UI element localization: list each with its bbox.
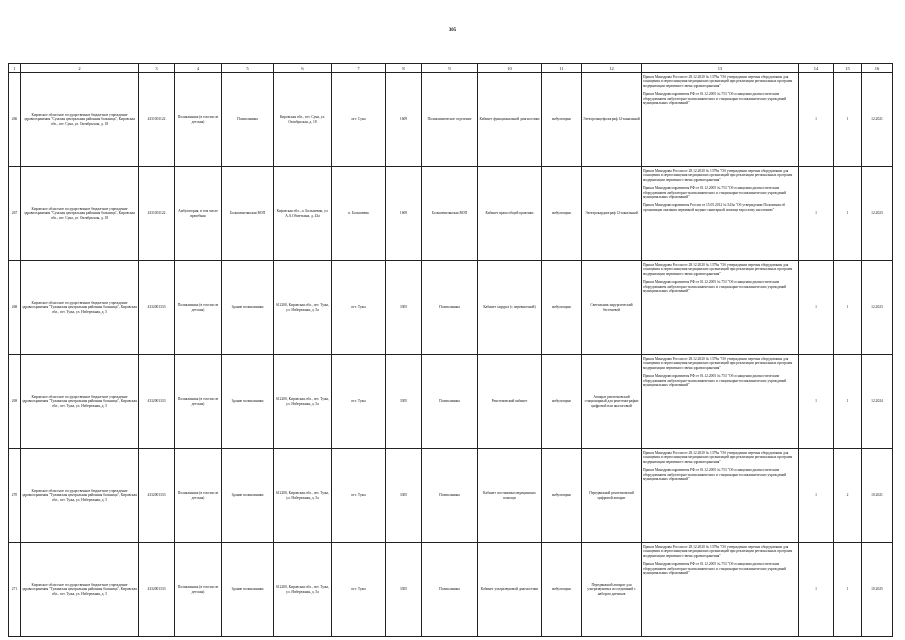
count-cell: 1 [834,355,862,449]
row-number: 270 [9,449,21,543]
code-cell: 3305 [386,355,422,449]
column-header: 3 [139,64,175,73]
date-cell: 10.2025 [862,543,893,637]
inn-cell: 4331001122 [139,73,175,167]
room-cell: Кабинет постановки медицинских помощи [478,449,542,543]
quantity-cell: 1 [799,167,834,261]
table-row [9,355,893,449]
organization-cell: Кировское областное государственное бюджетное учреждение здравоохранения "Тужинская центральная районная больница", Кировская обл., пгт. Тужа, ул. Набережная, д. 5 [21,543,139,637]
equipment-cell: Аппарат рентгеновский стационарный для рентгенографии цифровой или аналоговый [582,355,642,449]
page-number: 305 [448,28,457,33]
column-header: 5 [222,64,274,73]
column-header: 4 [175,64,222,73]
inn-cell: 4332001333 [139,543,175,637]
code-cell: 3305 [386,449,422,543]
quantity-cell: 1 [799,449,834,543]
organization-cell: Кировское областное государственное бюджетное учреждение здравоохранения "Тужинская центральная районная больница", Кировская обл., пгт. Тужа, ул. Набережная, д. 5 [21,355,139,449]
care-mode-cell: амбулаторно [542,449,582,543]
column-header: 12 [582,64,642,73]
column-header: 14 [799,64,834,73]
column-header: 6 [274,64,332,73]
inn-cell: 4331001122 [139,167,175,261]
address-cell: Кировская обл., п. Большевик, ул. А.А.Обметкина, д. 43а [274,167,332,261]
equipment-cell: Электрокардиограф 12-канальный [582,167,642,261]
address-cell: 612200, Кировская обл., пгт. Тужа, ул. Набережная, д. 5а [274,543,332,637]
column-header: 7 [332,64,386,73]
column-header: 10 [478,64,542,73]
legal-basis-item: Приказ Минздрава России от 28.12.2020 № 1379н "Об утверждении перечня оборудования для оснащения и переоснащения медицинских организаций при реализации региональных программ модернизации первичного звена здравоохранения" [643,75,793,88]
settlement-cell: п. Большевик [332,167,386,261]
column-header: 15 [834,64,862,73]
equipment-cell: Светильник хирургический бестеневой [582,261,642,355]
quantity-cell: 1 [799,73,834,167]
address-cell: 612200, Кировская обл., пгт. Тужа, ул. Набережная, д. 5а [274,261,332,355]
address-cell: Кировская обл., пгт. Суна, ул. Октябрьская, д. 18 [274,73,332,167]
count-cell: 1 [834,73,862,167]
room-cell: Кабинет хирурга (с перевязочной) [478,261,542,355]
equipment-cell: Электроэнцефалограф 12-канальный [582,73,642,167]
code-cell: 3305 [386,543,422,637]
column-number-row [9,64,893,73]
column-header: 16 [862,64,893,73]
date-cell: 12.2021 [862,73,893,167]
table-row [9,73,893,167]
legal-basis-item: Приказ Минздравсоцразвития России от 15.05.2012 № 543н "Об утверждении Положения об организации оказания первичной медико-санитарной помощи взрослому населению" [643,203,786,212]
quantity-cell: 1 [799,261,834,355]
building-cell: Здание поликлиники [222,355,274,449]
date-cell: 12.2024 [862,355,893,449]
date-cell: 12.2023 [862,167,893,261]
settlement-cell: пгт. Тужа [332,543,386,637]
legal-basis-cell [642,449,799,543]
facility-type-cell: Поликлиника (в том числе детская) [175,543,222,637]
legal-basis-cell [642,355,799,449]
organization-cell: Кировское областное государственное бюджетное учреждение здравоохранения "Сунская центральная районная больница", Кировская обл., пгт. Суна, ул. Октябрьская, д. 18 [21,73,139,167]
date-cell: 10.2021 [862,449,893,543]
legal-basis-item: Приказ Минздравсоцразвития РФ от 01.12.2005 № 753 "Об оснащении диагностическим оборудованием амбулаторно-поликлинических и стационарно-поликлинических учреждений муниципальных образований" [643,374,787,388]
equipment-cell: Передвижной рентгеновский цифровой аппарат [582,449,642,543]
care-mode-cell: амбулаторно [542,261,582,355]
legal-basis-item: Приказ Минздравсоцразвития РФ от 01.12.2005 № 753 "Об оснащении диагностическим оборудованием амбулаторно-поликлинических и стационарно-поликлинических учреждений муниципальных образований" [643,280,787,294]
column-header: 9 [422,64,478,73]
row-number: 271 [9,543,21,637]
count-cell: 1 [834,543,862,637]
facility-type-cell: Поликлиника (в том числе детская) [175,449,222,543]
equipment-register-table [8,63,893,637]
room-cell: Кабинет ультразвуковой диагностики [478,543,542,637]
legal-basis-item: Приказ Минздравсоцразвития РФ от 01.12.2005 № 753 "Об оснащении диагностическим оборудованием амбулаторно-поликлинических и стационарно-поликлинических учреждений муниципальных образований" [643,186,787,200]
settlement-cell: пгт. Тужа [332,261,386,355]
division-cell: Поликлиника [422,261,478,355]
room-cell: Рентгеновский кабинет [478,355,542,449]
row-number: 268 [9,261,21,355]
code-cell: 1609 [386,73,422,167]
row-number: 266 [9,73,21,167]
legal-basis-item: Приказ Минздравсоцразвития РФ от 01.12.2005 № 753 "Об оснащении диагностическим оборудованием амбулаторно-поликлинических и стационарно-поликлинических учреждений муниципальных образований" [643,562,787,576]
facility-type-cell: Поликлиника (в том числе детская) [175,73,222,167]
organization-cell: Кировское областное государственное бюджетное учреждение здравоохранения "Тужинская центральная районная больница", Кировская обл., пгт. Тужа, ул. Набережная, д. 5 [21,261,139,355]
building-cell: Поликлиника [222,73,274,167]
legal-basis-item: Приказ Минздрава России от 28.12.2020 № 1379н "Об утверждении перечня оборудования для оснащения и переоснащения медицинских организаций при реализации региональных программ модернизации первичного звена здравоохранения" [643,263,793,276]
settlement-cell: пгт. Тужа [332,355,386,449]
legal-basis-cell [642,261,799,355]
inn-cell: 4332001333 [139,261,175,355]
division-cell: Поликлиника [422,355,478,449]
column-header: 13 [642,64,799,73]
count-cell: 1 [834,167,862,261]
quantity-cell: 1 [799,355,834,449]
column-header: 8 [386,64,422,73]
division-cell: Поликлиническое отделение [422,73,478,167]
address-cell: 612200, Кировская обл., пгт. Тужа, ул. Набережная, д. 5а [274,449,332,543]
address-cell: 612200, Кировская обл., пгт. Тужа, ул. Набережная, д. 5а [274,355,332,449]
equipment-cell: Передвижной аппарат для ультразвуковых исследований с набором датчиков [582,543,642,637]
division-cell: Большекитякская ВОП [422,167,478,261]
facility-type-cell: Поликлиника (в том числе детская) [175,355,222,449]
settlement-cell: пгт. Тужа [332,449,386,543]
count-cell: 1 [834,261,862,355]
inn-cell: 4332001333 [139,355,175,449]
care-mode-cell: амбулаторно [542,167,582,261]
facility-type-cell: Амбулатория, в том числе врачебная [175,167,222,261]
legal-basis-item: Приказ Минздрава России от 28.12.2020 № 1379н "Об утверждении перечня оборудования для оснащения и переоснащения медицинских организаций при реализации региональных программ модернизации первичного звена здравоохранения" [643,357,793,370]
care-mode-cell: амбулаторно [542,543,582,637]
count-cell: 2 [834,449,862,543]
facility-type-cell: Поликлиника (в том числе детская) [175,261,222,355]
table-row [9,543,893,637]
legal-basis-item: Приказ Минздрава России от 28.12.2020 № 1379н "Об утверждении перечня оборудования для оснащения и переоснащения медицинских организаций при реализации региональных программ модернизации первичного звена здравоохранения" [643,169,793,182]
column-header: 1 [9,64,21,73]
inn-cell: 4332001333 [139,449,175,543]
division-cell: Поликлиника [422,543,478,637]
legal-basis-cell [642,167,799,261]
building-cell: Здание поликлиники [222,261,274,355]
legal-basis-item: Приказ Минздравсоцразвития РФ от 01.12.2005 № 753 "Об оснащении диагностическим оборудованием амбулаторно-поликлинических и стационарно-поликлинических учреждений муниципальных образований" [643,468,787,482]
code-cell: 3305 [386,261,422,355]
row-number: 267 [9,167,21,261]
table-row [9,449,893,543]
column-header: 2 [21,64,139,73]
organization-cell: Кировское областное государственное бюджетное учреждение здравоохранения "Тужинская центральная районная больница", Кировская обл., пгт. Тужа, ул. Набережная, д. 5 [21,449,139,543]
legal-basis-cell [642,543,799,637]
column-header: 11 [542,64,582,73]
care-mode-cell: амбулаторно [542,73,582,167]
room-cell: Кабинет врача общей практики [478,167,542,261]
quantity-cell: 1 [799,543,834,637]
building-cell: Здание поликлиники [222,449,274,543]
legal-basis-item: Приказ Минздрава России от 28.12.2020 № 1379н "Об утверждении перечня оборудования для оснащения и переоснащения медицинских организаций при реализации региональных программ модернизации первичного звена здравоохранения" [643,545,793,558]
table-row [9,167,893,261]
building-cell: Большекитякская ВОП [222,167,274,261]
building-cell: Здание поликлиники [222,543,274,637]
legal-basis-item: Приказ Минздрава России от 28.12.2020 № 1379н "Об утверждении перечня оборудования для оснащения и переоснащения медицинских организаций при реализации региональных программ модернизации первичного звена здравоохранения" [643,451,793,464]
settlement-cell: пгт. Суна [332,73,386,167]
code-cell: 1609 [386,167,422,261]
row-number: 269 [9,355,21,449]
date-cell: 12.2023 [862,261,893,355]
care-mode-cell: амбулаторно [542,355,582,449]
room-cell: Кабинет функциональной диагностики [478,73,542,167]
division-cell: Поликлиника [422,449,478,543]
legal-basis-cell [642,73,799,167]
organization-cell: Кировское областное государственное бюджетное учреждение здравоохранения "Сунская центральная районная больница", Кировская обл., пгт. Суна, ул. Октябрьская, д. 18 [21,167,139,261]
legal-basis-item: Приказ Минздравсоцразвития РФ от 01.12.2005 № 753 "Об оснащении диагностическим оборудованием амбулаторно-поликлинических и стационарно-поликлинических учреждений муниципальных образований" [643,92,787,106]
table-row [9,261,893,355]
